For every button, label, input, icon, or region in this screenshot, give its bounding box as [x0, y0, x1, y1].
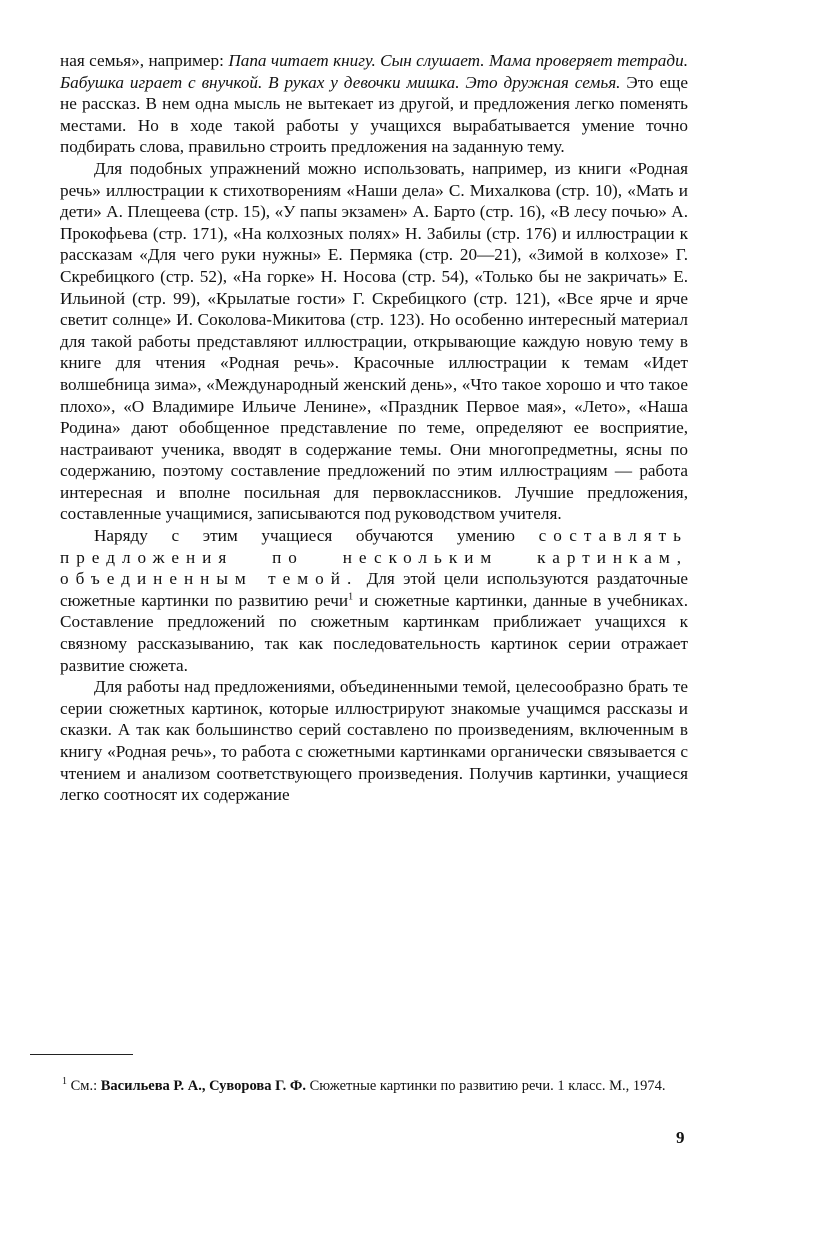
footnote-mark: 1	[62, 1076, 67, 1088]
footnote-reference: 1	[348, 591, 354, 603]
paragraph-1	[60, 50, 688, 158]
footnote-text: Сюжетные картинки по развитию речи. 1 класс. М., 1974.	[305, 1078, 666, 1094]
paragraph-1-rest: Это еще не рассказ. В нем одна мысль не вытекает из другой, и предложения легко поменять местами. Но в ходе такой работы у учащихся вырабатывается умение точно подбирать слова, правильно строить предложения на заданную тему.	[60, 72, 688, 157]
paragraph-1-example: Папа читает книгу. Сын слушает. Мама проверяет тетради. Бабушка играет с внучкой. В руках у девочки мишка. Это дружная семья.	[60, 51, 688, 92]
paragraph-3-lead: Наряду с этим учащиеся обучаются умению	[94, 526, 539, 546]
paragraph-3-rest-a: Для этой цели используются раздаточные сюжетные картинки по развитию речи	[60, 569, 688, 610]
footnote-authors: Васильева Р. А., Суворова Г. Ф.	[100, 1078, 306, 1094]
paragraph-3-rest-b: и сюжетные картинки, данные в учебниках. Составление предложений по сюжетным картинкам приближает учащихся к связному рассказыванию, так как последовательность картинок серии отражает развитие сюжета.	[60, 590, 688, 675]
footnote	[30, 1077, 690, 1096]
main-text	[60, 50, 688, 806]
paragraph-1-lead: ная семья», например:	[60, 51, 229, 70]
footnote-prefix: См.:	[70, 1078, 101, 1094]
paragraph-2: Для подобных упражнений можно использовать, например, из книги «Родная речь» иллюстрации к стихотворениям «Наши дела» С. Михалкова (стр. 10), «Мать и дети» А. Плещеева (стр. 15), «У папы экзамен» А. Барто (стр. 16), «В лесу почью» А. Прокофьева (стр. 171), «На колхозных полях» Н. Забилы (стр. 176) и иллюстрации к рассказам «Для чего руки нужны» Е. Пермяка (стр. 20—21), «Зимой в колхозе» Г. Скребицкого (стр. 52), «На горке» Н. Носова (стр. 54), «Только бы не закричать» Е. Ильиной (стр. 99), «Крылатые гости» Г. Скребицкого (стр. 121), «Все ярче и ярче светит солнце» И. Соколова-Микитова (стр. 123). Но особенно интересный материал для такой работы представляют иллюстрации, открывающие каждую новую тему в книге для чтения «Родная речь». Красочные иллюстрации к темам «Идет волшебница зима», «Международный женский день», «Что такое хорошо и что такое плохо», «О Владимире Ильиче Ленине», «Праздник Первое мая», «Лето», «Наша Родина» дают обобщенное представление по теме, определяют ее восприятие, настраивают ученика, вводят в содержание темы. Они многопредметны, ясны по содержанию, поэтому составление предложений по этим иллюстрациям — работа интересная и вполне посильная для первоклассников. Лучшие предложения, составленные учащимися, записываются под руководством учителя.	[60, 158, 688, 524]
paragraph-3-spaced-emphasis: составлять предложения по нескольким картинкам, объединенным темой.	[60, 526, 688, 589]
paragraph-4: Для работы над предложениями, объединенными темой, целесообразно брать те серии сюжетных картинок, которые иллюстрируют знакомые учащимся рассказы и сказки. А так как большинство серий составлено по произведениям, включенным в книгу «Родная речь», то работа с сюжетными картинками органически связывается с чтением и анализом соответствующего произведения. Получив картинки, учащиеся легко соотносят их содержание	[60, 677, 688, 805]
paragraph-3	[60, 525, 688, 676]
footnote-divider	[30, 1054, 133, 1055]
page-number: 9	[676, 1128, 685, 1147]
